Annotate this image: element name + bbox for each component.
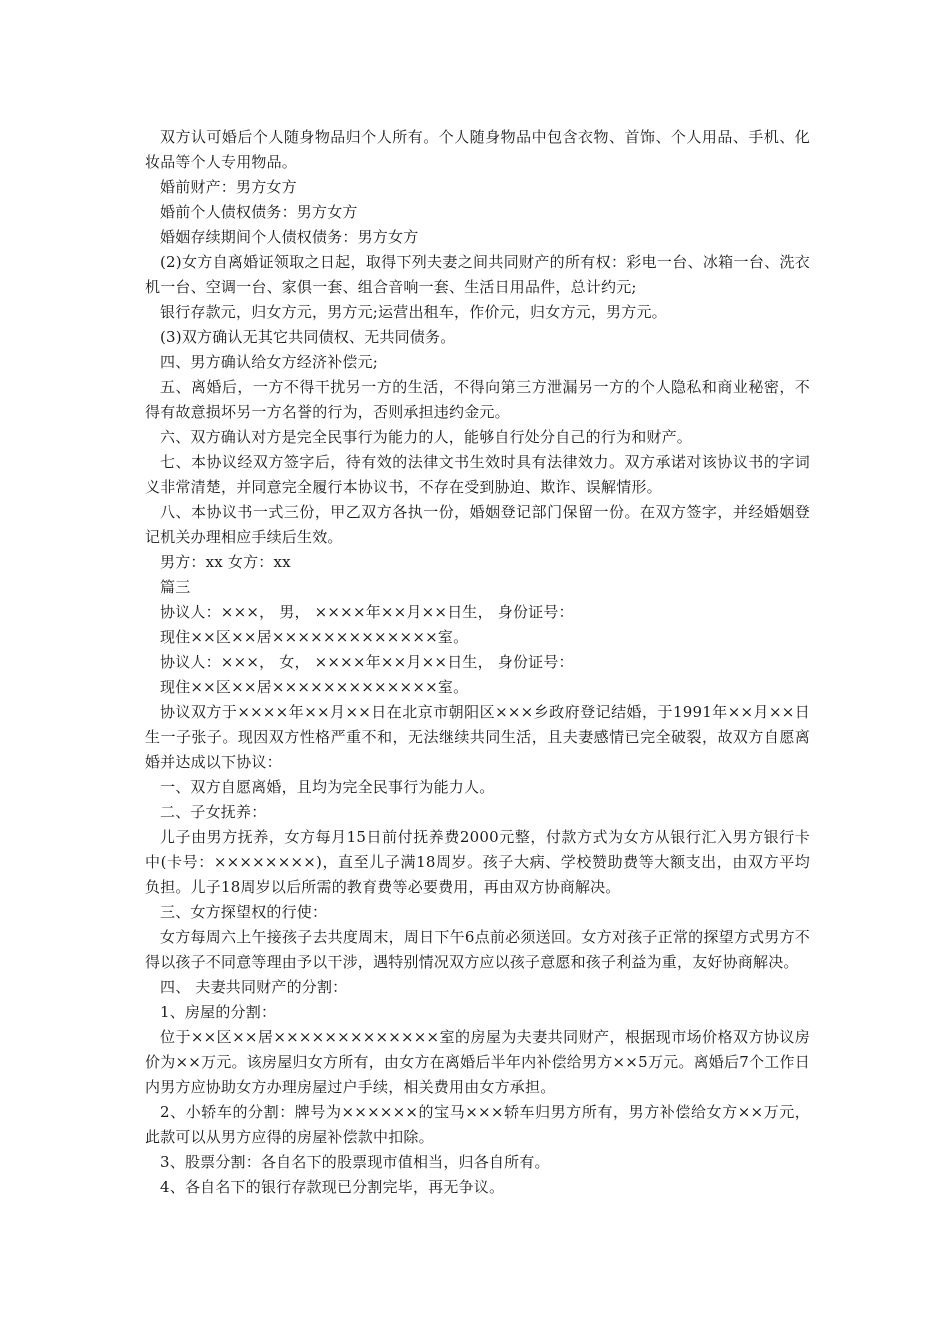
paragraph-clause-3-heading: 三、女方探望权的行使： <box>160 903 328 921</box>
section-heading: 篇三 <box>160 578 191 596</box>
paragraph-bank-division: 4、各自名下的银行存款现已分割完毕，再无争议。 <box>160 1178 505 1196</box>
paragraph-premarital-property: 婚前财产：男方女方 <box>160 178 297 196</box>
paragraph-item-2: (2)女方自离婚证领取之日起，取得下列夫妻之间共同财产的所有权：彩电一台、冰箱一台、洗衣机一台、空调一台、家俱一套、组合音响一套、生活日用品件，总计约元; <box>145 253 810 296</box>
paragraph-child-support: 儿子由男方抚养，女方每月15日前付抚养费2000元整，付款方式为女方从银行汇入男方银行卡中(卡号：××××××××)，直至儿子满18周岁。孩子大病、学校赞助费等大额支出，由双方平均负担。儿子18周岁以后所需的教育费等必要费用，再由双方协商解决。 <box>145 828 810 896</box>
paragraph-house-division: 位于××区××居×××××××××××××室的房屋为夫妻共同财产，根据现市场价格双方协议房价为××万元。该房屋归女方所有，由女方在离婚后半年内补偿给男方××5万元。离婚后7个工作日内男方应协助女方办理房屋过户手续，相关费用由女方承担。 <box>145 1028 810 1096</box>
paragraph-article-5: 五、离婚后，一方不得干扰另一方的生活，不得向第三方泄漏另一方的个人隐私和商业秘密，不得有故意损坏另一方名誉的行为，否则承担违约金元。 <box>145 378 810 421</box>
paragraph-party-1-address: 现住××区××居×××××××××××××室。 <box>160 628 469 646</box>
paragraph-article-6: 六、双方确认对方是完全民事行为能力的人，能够自行处分自己的行为和财产。 <box>160 428 693 446</box>
paragraph-clause-2-heading: 二、子女抚养： <box>160 803 267 821</box>
paragraph-clause-4-heading: 四、 夫妻共同财产的分割： <box>160 978 348 996</box>
paragraph-premarital-debts: 婚前个人债权债务：男方女方 <box>160 203 358 221</box>
paragraph-personal-items: 双方认可婚后个人随身物品归个人所有。个人随身物品中包含衣物、首饰、个人用品、手机、化妆品等个人专用物品。 <box>145 128 810 171</box>
paragraph-item-3: (3)双方确认无其它共同债权、无共同债务。 <box>160 328 456 346</box>
paragraph-marital-debts: 婚姻存续期间个人债权债务：男方女方 <box>160 228 419 246</box>
paragraph-house-heading: 1、房屋的分割： <box>160 1003 277 1021</box>
paragraph-bank-deposit: 银行存款元，归女方元，男方元;运营出租车，作价元，归女方元，男方元。 <box>160 303 667 321</box>
document-body <box>145 125 810 1200</box>
paragraph-article-8: 八、本协议书一式三份，甲乙双方各执一份，婚姻登记部门保留一份。在双方签字，并经婚姻登记机关办理相应手续后生效。 <box>145 503 810 546</box>
paragraph-party-1: 协议人：×××， 男， ××××年××月××日生， 身份证号： <box>160 603 574 621</box>
paragraph-article-7: 七、本协议经双方签字后，待有效的法律文书生效时具有法律效力。双方承诺对该协议书的字词义非常清楚，并同意完全履行本协议书，不存在受到胁迫、欺诈、误解情形。 <box>145 453 810 496</box>
paragraph-clause-1: 一、双方自愿离婚，且均为完全民事行为能力人。 <box>160 778 495 796</box>
paragraph-party-2: 协议人：×××， 女， ××××年××月××日生， 身份证号： <box>160 653 574 671</box>
paragraph-stock-division: 3、股票分割：各自名下的股票现市值相当，归各自所有。 <box>160 1153 550 1171</box>
paragraph-signatures: 男方：xx 女方：xx <box>160 553 291 571</box>
paragraph-preamble: 协议双方于××××年××月××日在北京市朝阳区×××乡政府登记结婚，于1991年××月××日生一子张子。现因双方性格严重不和，无法继续共同生活，且夫妻感情已完全破裂，故双方自愿离婚并达成以下协议： <box>145 703 810 771</box>
paragraph-car-division: 2、小轿车的分割：牌号为××××××的宝马×××轿车归男方所有，男方补偿给女方××万元，此款可以从男方应得的房屋补偿款中扣除。 <box>145 1103 810 1146</box>
paragraph-party-2-address: 现住××区××居×××××××××××××室。 <box>160 678 469 696</box>
paragraph-visitation: 女方每周六上午接孩子去共度周末，周日下午6点前必须送回。女方对孩子正常的探望方式男方不得以孩子不同意等理由予以干涉，遇特别情况双方应以孩子意愿和孩子利益为重，友好协商解决。 <box>145 928 810 971</box>
paragraph-article-4: 四、男方确认给女方经济补偿元; <box>160 353 379 371</box>
